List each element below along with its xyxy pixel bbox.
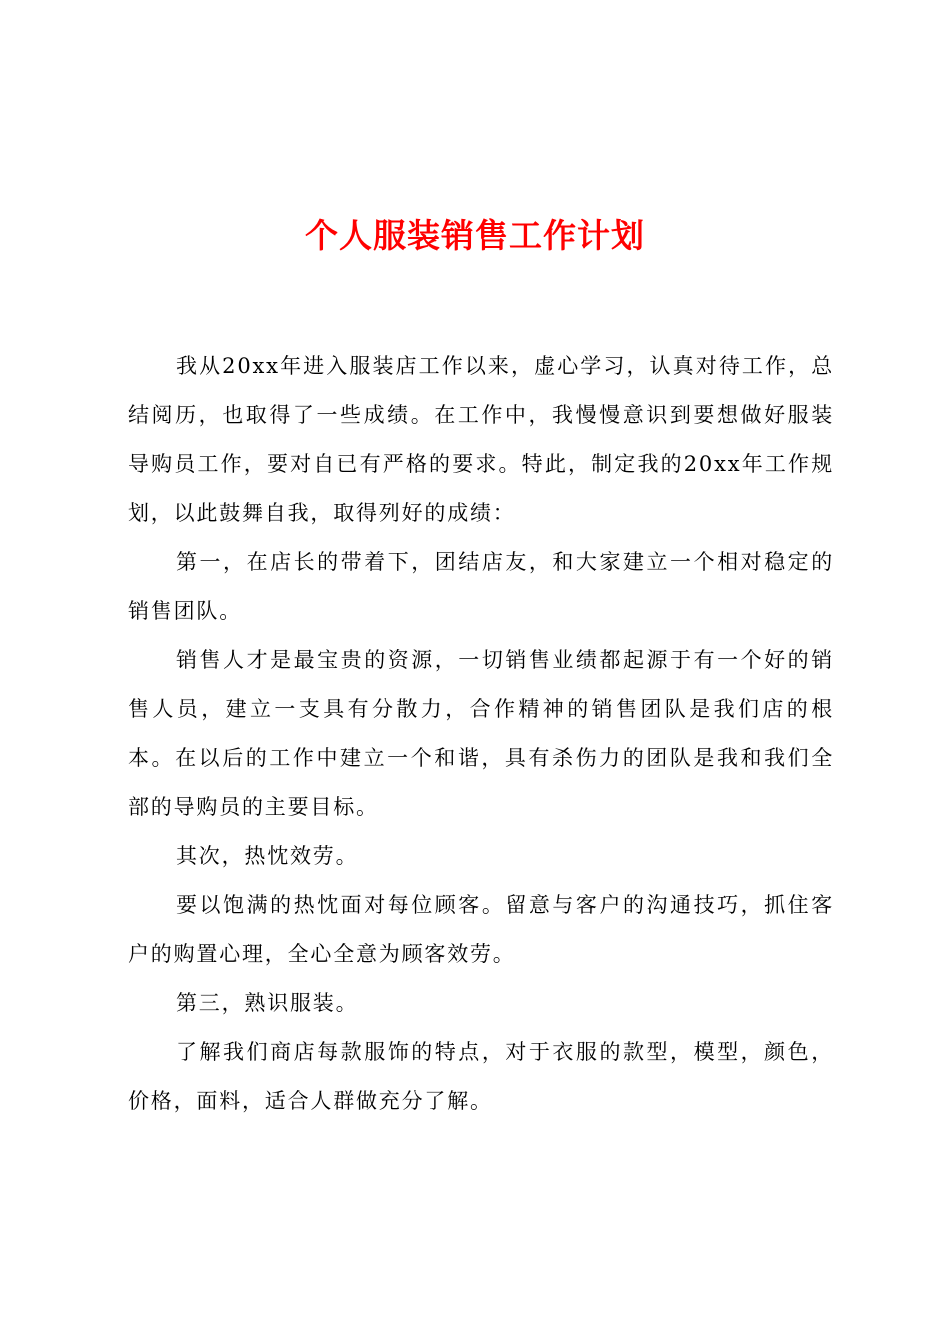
document-body xyxy=(128,342,834,1126)
paragraph-point-three-heading: 第三，熟识服装。 xyxy=(176,991,359,1015)
paragraph-point-one-heading: 第一，在店长的带着下，团结店友，和大家建立一个相对稳定的销售团队。 xyxy=(128,550,834,623)
paragraph-point-two-detail: 要以饱满的热忱面对每位顾客。留意与客户的沟通技巧，抓住客户的购置心理，全心全意为顾客效劳。 xyxy=(128,893,834,966)
paragraph-point-three-detail: 了解我们商店每款服饰的特点，对于衣服的款型，模型，颜色，价格，面料，适合人群做充分了解。 xyxy=(128,1040,834,1113)
paragraph-point-one-detail: 销售人才是最宝贵的资源，一切销售业绩都起源于有一个好的销售人员，建立一支具有分散力，合作精神的销售团队是我们店的根本。在以后的工作中建立一个和谐，具有杀伤力的团队是我和我们全部的导购员的主要目标。 xyxy=(128,648,834,819)
document-title: 个人服装销售工作计划 xyxy=(305,216,645,255)
paragraph-intro: 我从20xx年进入服装店工作以来，虚心学习，认真对待工作，总结阅历，也取得了一些成绩。在工作中，我慢慢意识到要想做好服装导购员工作，要对自已有严格的要求。特此，制定我的20xx年工作规划，以此鼓舞自我，取得列好的成绩： xyxy=(128,354,834,525)
paragraph-point-two-heading: 其次，热忱效劳。 xyxy=(176,844,359,868)
